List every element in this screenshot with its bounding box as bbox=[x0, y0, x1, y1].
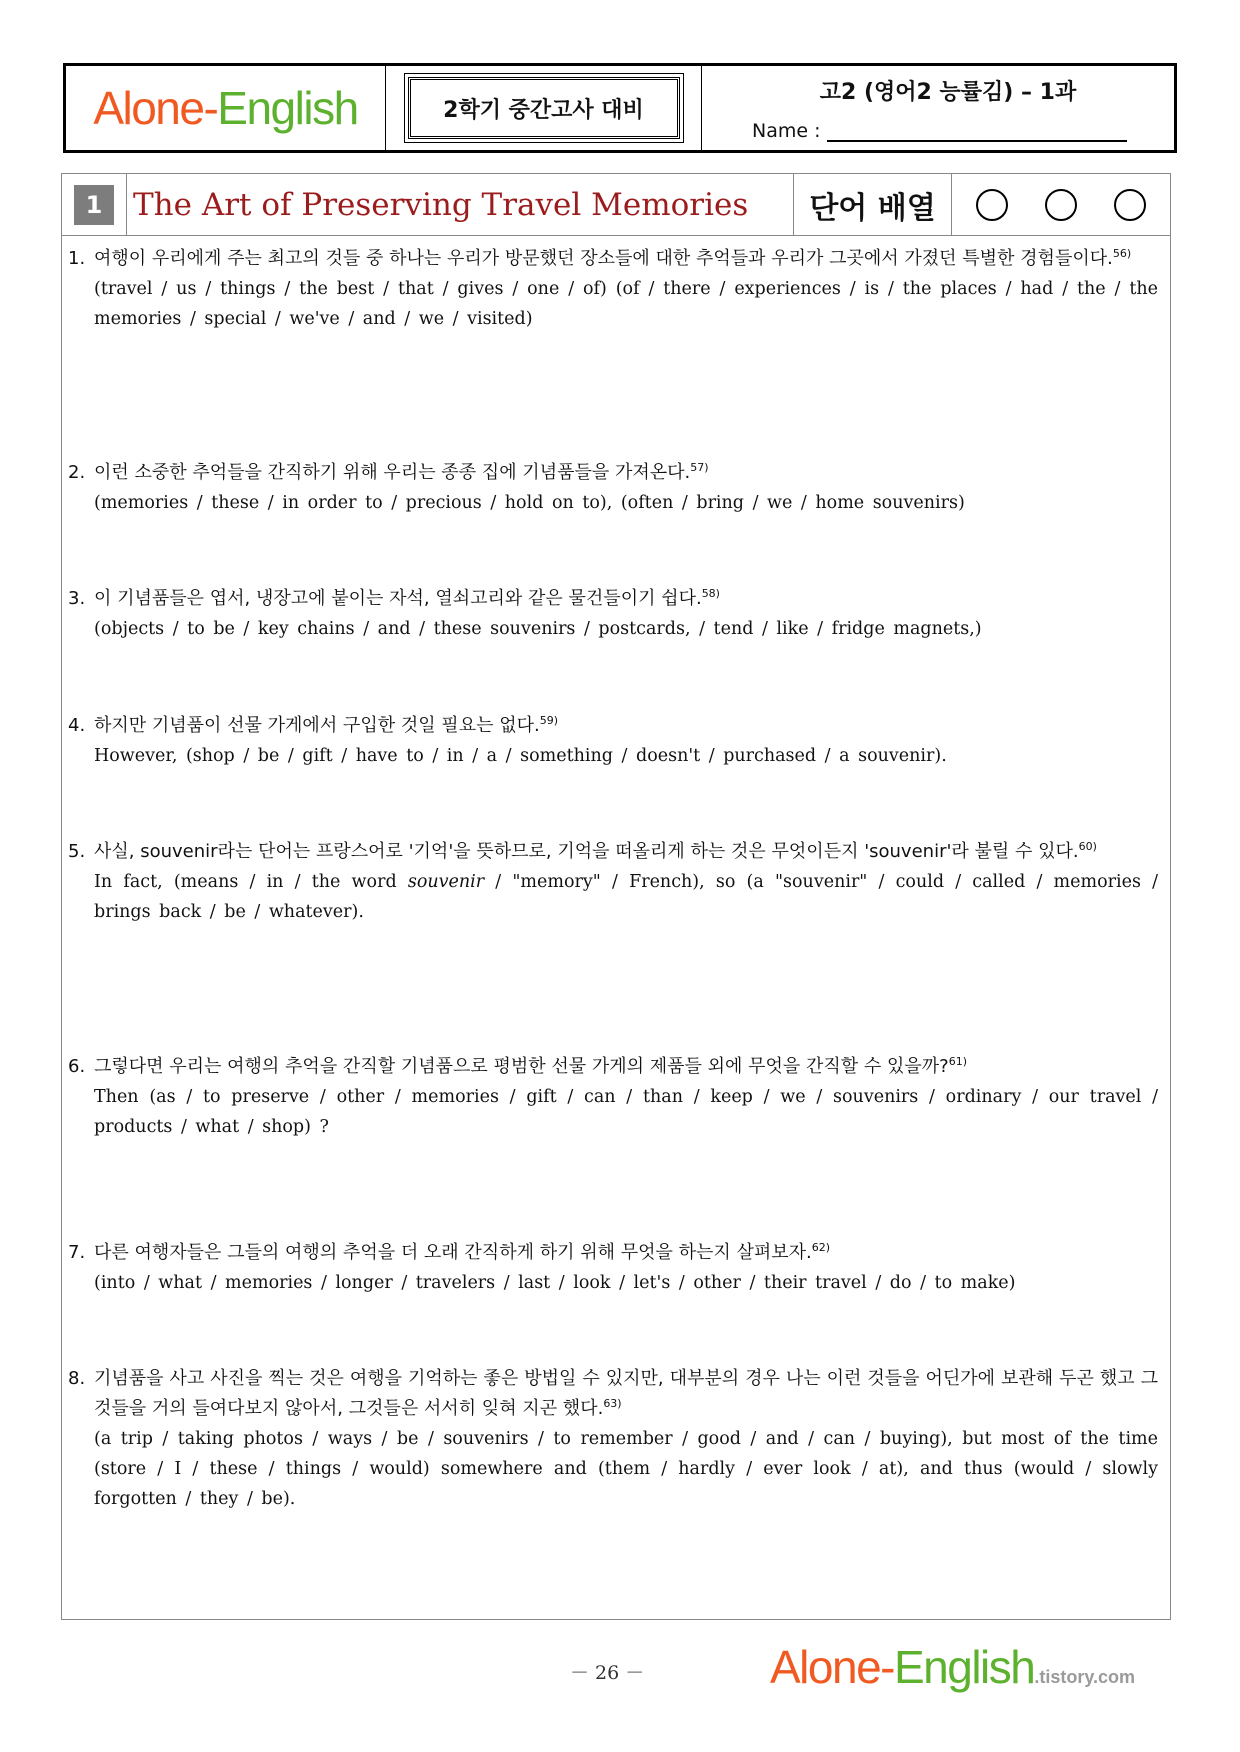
worksheet-main bbox=[61, 173, 1171, 1620]
question-korean bbox=[94, 244, 1158, 274]
footnote-ref: 59) bbox=[539, 714, 558, 727]
logo-cell bbox=[66, 66, 386, 150]
question-number: 5. bbox=[68, 841, 86, 862]
question-english: (into / what / memories / longer / travelers / last / look / let's / other / their travel / do / to make) bbox=[94, 1273, 1016, 1293]
english-text-pre: In fact, (means / in / the word bbox=[94, 872, 408, 892]
korean-text: 이 기념품들은 엽서, 냉장고에 붙이는 자석, 열쇠고리와 같은 물건들이기 쉽다. bbox=[94, 588, 702, 609]
check-circle-1[interactable] bbox=[976, 189, 1008, 221]
question-korean bbox=[94, 584, 1158, 614]
question-korean bbox=[94, 711, 1158, 741]
footnote-ref: 63) bbox=[603, 1397, 622, 1410]
section-title-cell bbox=[127, 174, 794, 235]
logo-part2: English bbox=[217, 82, 358, 134]
question-1 bbox=[68, 244, 1158, 334]
question-number: 2. bbox=[68, 462, 86, 483]
korean-text: 사실, souvenir라는 단어는 프랑스어로 '기억'을 뜻하므로, 기억을 떠올리게 하는 것은 무엇이든지 'souvenir'라 불릴 수 있다. bbox=[94, 841, 1079, 862]
question-number: 8. bbox=[68, 1368, 86, 1389]
exercise-type: 단어 배열 bbox=[794, 174, 952, 235]
name-label: Name : bbox=[752, 119, 821, 142]
section-title-bar bbox=[62, 174, 1170, 236]
check-circle-2[interactable] bbox=[1045, 189, 1077, 221]
question-number: 7. bbox=[68, 1242, 86, 1263]
korean-text: 여행이 우리에게 주는 최고의 것들 중 하나는 우리가 방문했던 장소들에 대한 추억들과 우리가 그곳에서 가졌던 특별한 경험들이다. bbox=[94, 248, 1113, 269]
info-cell bbox=[702, 66, 1174, 150]
footnote-ref: 62) bbox=[811, 1241, 831, 1254]
section-number-badge: 1 bbox=[74, 185, 114, 225]
question-4 bbox=[68, 711, 1158, 771]
korean-text: 하지만 기념품이 선물 가게에서 구입한 것일 필요는 없다. bbox=[94, 715, 540, 736]
section-number-cell bbox=[62, 174, 127, 235]
question-korean bbox=[94, 1364, 1158, 1424]
exam-cell bbox=[386, 66, 702, 150]
footer-logo[interactable] bbox=[770, 1640, 1135, 1694]
footer-logo-part1: Alone bbox=[770, 1641, 881, 1693]
question-english: (objects / to be / key chains / and / these souvenirs / postcards, / tend / like / fridge magnets,) bbox=[94, 619, 982, 639]
question-number: 4. bbox=[68, 715, 86, 736]
question-8 bbox=[68, 1364, 1158, 1514]
footnote-ref: 60) bbox=[1078, 840, 1097, 853]
question-number: 1. bbox=[68, 248, 86, 269]
question-english: (memories / these / in order to / precious / hold on to), (often / bring / we / home souvenirs) bbox=[94, 493, 965, 513]
question-english: However, (shop / be / gift / have to / in / a / something / doesn't / purchased / a souvenir). bbox=[94, 746, 947, 766]
footer-logo-suffix: .tistory.com bbox=[1034, 1667, 1136, 1687]
name-blank-line[interactable] bbox=[827, 124, 1127, 142]
question-number: 6. bbox=[68, 1056, 86, 1077]
footer-logo-dash: - bbox=[880, 1641, 894, 1693]
question-korean bbox=[94, 1238, 1158, 1268]
korean-text: 이런 소중한 추억들을 간직하기 위해 우리는 종종 집에 기념품들을 가져온다. bbox=[94, 462, 691, 483]
check-circles bbox=[952, 174, 1170, 235]
english-text-italic: souvenir bbox=[407, 872, 485, 892]
footnote-ref: 61) bbox=[948, 1055, 968, 1068]
question-english: Then (as / to preserve / other / memories / gift / can / than / keep / we / souvenirs / ordinary / our travel / products / what / shop) ? bbox=[94, 1087, 1158, 1137]
question-english bbox=[94, 867, 1158, 927]
section-title: The Art of Preserving Travel Memories bbox=[133, 186, 749, 223]
question-korean bbox=[94, 837, 1158, 867]
question-5 bbox=[68, 837, 1158, 927]
question-english: (a trip / taking photos / ways / be / souvenirs / to remember / good / and / can / buying), but most of the time (store / I / these / things / would) somewhere and (them / hardly / ever look / at), and thus (would / slowly forgotten / they / be). bbox=[94, 1429, 1158, 1509]
korean-text: 그렇다면 우리는 여행의 추억을 간직할 기념품으로 평범한 선물 가게의 제품들 외에 무엇을 간직할 수 있을까? bbox=[94, 1056, 949, 1077]
name-row bbox=[752, 120, 1174, 142]
exam-label: 2학기 중간고사 대비 bbox=[408, 77, 680, 139]
logo-dash: - bbox=[203, 82, 218, 134]
question-3 bbox=[68, 584, 1158, 644]
worksheet-header bbox=[63, 63, 1177, 153]
site-logo bbox=[93, 82, 358, 134]
question-number: 3. bbox=[68, 588, 86, 609]
question-korean bbox=[94, 1052, 1158, 1082]
question-2 bbox=[68, 458, 1158, 518]
footnote-ref: 56) bbox=[1112, 247, 1132, 260]
footnote-ref: 57) bbox=[690, 461, 709, 474]
question-7 bbox=[68, 1238, 1158, 1298]
korean-text: 다른 여행자들은 그들의 여행의 추억을 더 오래 간직하게 하기 위해 무엇을 하는지 살펴보자. bbox=[94, 1242, 812, 1263]
english-text-post: / "memory" / French), so (a "souvenir" / could / called / memories / brings back / be / whatever). bbox=[94, 872, 1159, 922]
check-circle-3[interactable] bbox=[1114, 189, 1146, 221]
page-number: － 26 － bbox=[570, 1662, 645, 1684]
question-korean bbox=[94, 458, 1158, 488]
footnote-ref: 58) bbox=[701, 587, 720, 600]
question-6 bbox=[68, 1052, 1158, 1142]
footer-logo-part2: English bbox=[893, 1641, 1035, 1693]
grade-label: 고2 (영어2 능률김) – 1과 bbox=[819, 79, 1077, 105]
logo-part1: Alone bbox=[93, 82, 204, 134]
question-english: (travel / us / things / the best / that / gives / one / of) (of / there / experiences / is / the places / had / the / the memories / special / we've / and / we / visited) bbox=[94, 279, 1158, 329]
korean-text: 기념품을 사고 사진을 찍는 것은 여행을 기억하는 좋은 방법일 수 있지만, 대부분의 경우 나는 이런 것들을 어딘가에 보관해 두곤 했고 그것들을 거의 들여다보지 않아서, 그것들은 서서히 잊혀 지곤 했다. bbox=[94, 1368, 1158, 1419]
